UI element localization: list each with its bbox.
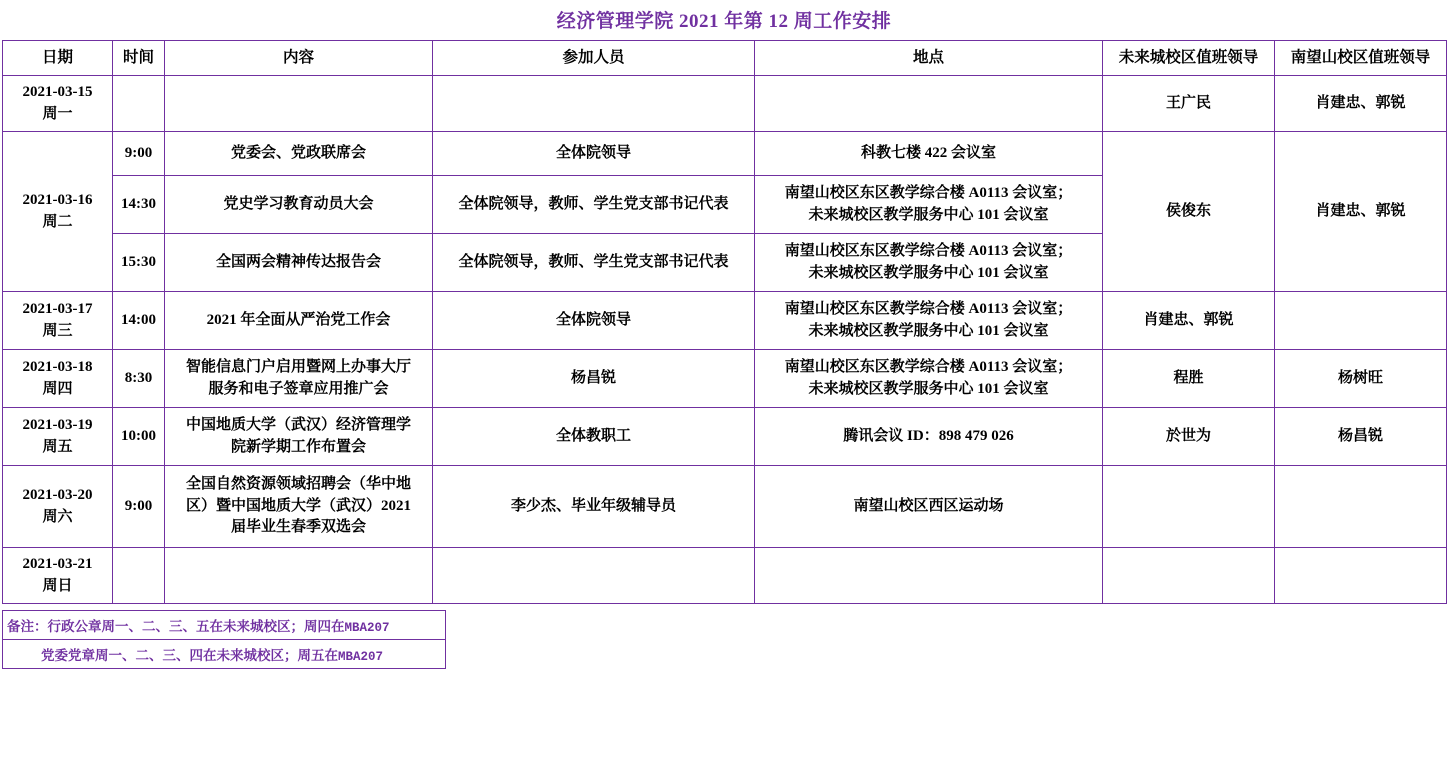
cell-date xyxy=(3,548,113,604)
cell-location xyxy=(755,292,1103,350)
date-line-1: 2021-03-20 xyxy=(22,486,93,503)
table-row xyxy=(3,466,1447,548)
cell-participants: 全体院领导 xyxy=(433,132,755,176)
cell-participants: 全体院领导，教师、学生党支部书记代表 xyxy=(433,234,755,292)
cell-content xyxy=(165,408,433,466)
cell-date xyxy=(3,350,113,408)
notes-code-1: MBA207 xyxy=(344,621,390,635)
cell-participants: 全体院领导，教师、学生党支部书记代表 xyxy=(433,176,755,234)
cell-time: 14:00 xyxy=(113,292,165,350)
column-header-date: 日期 xyxy=(3,41,113,76)
date-line-2: 周六 xyxy=(42,508,73,525)
notes-block xyxy=(2,610,446,669)
notes-row-2 xyxy=(3,640,446,669)
table-header-row xyxy=(3,41,1447,76)
location-line-1: 南望山校区东区教学综合楼 A0113 会议室； xyxy=(784,358,1073,375)
date-line-1: 2021-03-21 xyxy=(22,555,93,572)
location-line-1: 南望山校区东区教学综合楼 A0113 会议室； xyxy=(784,242,1073,259)
cell-time: 8:30 xyxy=(113,350,165,408)
cell-date xyxy=(3,408,113,466)
cell-time: 9:00 xyxy=(113,466,165,548)
date-line-2: 周日 xyxy=(42,577,73,594)
location-line-2: 未来城校区教学服务中心 101 会议室 xyxy=(808,264,1049,281)
cell-time: 10:00 xyxy=(113,408,165,466)
cell-duty-weilaicheng: 於世为 xyxy=(1103,408,1275,466)
date-line-2: 周三 xyxy=(42,322,73,339)
cell-location: 腾讯会议 ID：898 479 026 xyxy=(755,408,1103,466)
cell-content xyxy=(165,76,433,132)
content-line-2: 区）暨中国地质大学（武汉）2021 xyxy=(185,497,411,514)
cell-duty-weilaicheng: 程胜 xyxy=(1103,350,1275,408)
content-line-2: 服务和电子签章应用推广会 xyxy=(208,380,389,397)
cell-participants xyxy=(433,76,755,132)
cell-duty-nanwangshan: 杨昌锐 xyxy=(1275,408,1447,466)
content-line-2: 院新学期工作布置会 xyxy=(230,438,366,455)
content-line-1: 中国地质大学（武汉）经济管理学 xyxy=(185,416,411,433)
cell-content: 党委会、党政联席会 xyxy=(165,132,433,176)
column-header-time: 时间 xyxy=(113,41,165,76)
date-line-2: 周一 xyxy=(42,105,73,122)
cell-duty-nanwangshan xyxy=(1275,292,1447,350)
cell-participants xyxy=(433,548,755,604)
content-line-3: 届毕业生春季双选会 xyxy=(230,519,366,536)
location-line-1: 南望山校区东区教学综合楼 A0113 会议室； xyxy=(784,300,1073,317)
column-header-duty-weilaicheng: 未来城校区值班领导 xyxy=(1103,41,1275,76)
table-row xyxy=(3,292,1447,350)
notes-line-2 xyxy=(3,640,446,669)
cell-location xyxy=(755,76,1103,132)
column-header-participants: 参加人员 xyxy=(433,41,755,76)
cell-duty-weilaicheng xyxy=(1103,548,1275,604)
date-line-1: 2021-03-15 xyxy=(22,83,93,100)
location-line-2: 未来城校区教学服务中心 101 会议室 xyxy=(808,322,1049,339)
table-row xyxy=(3,132,1447,176)
content-line-1: 智能信息门户启用暨网上办事大厅 xyxy=(185,358,411,375)
cell-content: 全国两会精神传达报告会 xyxy=(165,234,433,292)
cell-date xyxy=(3,466,113,548)
cell-time: 15:30 xyxy=(113,234,165,292)
cell-duty-nanwangshan: 肖建忠、郭锐 xyxy=(1275,76,1447,132)
date-line-1: 2021-03-16 xyxy=(22,191,93,208)
table-row xyxy=(3,350,1447,408)
table-row xyxy=(3,408,1447,466)
cell-location: 科教七楼 422 会议室 xyxy=(755,132,1103,176)
cell-duty-weilaicheng: 侯俊东 xyxy=(1103,132,1275,292)
cell-duty-weilaicheng: 王广民 xyxy=(1103,76,1275,132)
cell-content: 2021 年全面从严治党工作会 xyxy=(165,292,433,350)
cell-participants: 全体院领导 xyxy=(433,292,755,350)
cell-time: 14:30 xyxy=(113,176,165,234)
table-row xyxy=(3,548,1447,604)
table-row xyxy=(3,76,1447,132)
column-header-content: 内容 xyxy=(165,41,433,76)
cell-time: 9:00 xyxy=(113,132,165,176)
cell-content xyxy=(165,466,433,548)
notes-label: 备注： xyxy=(7,619,48,634)
notes-text-2: 党委党章周一、二、三、四在未来城校区；周五在 xyxy=(41,648,338,663)
date-line-1: 2021-03-17 xyxy=(22,300,93,317)
notes-row-1 xyxy=(3,611,446,640)
cell-duty-nanwangshan: 肖建忠、郭锐 xyxy=(1275,132,1447,292)
cell-location xyxy=(755,350,1103,408)
cell-duty-weilaicheng: 肖建忠、郭锐 xyxy=(1103,292,1275,350)
cell-content xyxy=(165,350,433,408)
cell-time xyxy=(113,76,165,132)
cell-content xyxy=(165,548,433,604)
date-line-1: 2021-03-19 xyxy=(22,416,93,433)
cell-location: 南望山校区西区运动场 xyxy=(755,466,1103,548)
column-header-duty-nanwangshan: 南望山校区值班领导 xyxy=(1275,41,1447,76)
cell-participants: 杨昌锐 xyxy=(433,350,755,408)
cell-duty-nanwangshan: 杨树旺 xyxy=(1275,350,1447,408)
cell-duty-nanwangshan xyxy=(1275,548,1447,604)
cell-date xyxy=(3,292,113,350)
notes-text-1: 行政公章周一、二、三、五在未来城校区；周四在 xyxy=(47,619,345,634)
cell-participants: 李少杰、毕业年级辅导员 xyxy=(433,466,755,548)
weekly-schedule-table xyxy=(2,40,1447,604)
notes-code-2: MBA207 xyxy=(338,650,384,664)
date-line-2: 周四 xyxy=(42,380,73,397)
location-line-2: 未来城校区教学服务中心 101 会议室 xyxy=(808,206,1049,223)
column-header-location: 地点 xyxy=(755,41,1103,76)
cell-date xyxy=(3,76,113,132)
date-line-2: 周二 xyxy=(42,213,73,230)
cell-location xyxy=(755,234,1103,292)
notes-line-1 xyxy=(3,611,446,640)
date-line-2: 周五 xyxy=(42,438,73,455)
cell-content: 党史学习教育动员大会 xyxy=(165,176,433,234)
cell-date xyxy=(3,132,113,292)
cell-participants: 全体教职工 xyxy=(433,408,755,466)
date-line-1: 2021-03-18 xyxy=(22,358,93,375)
cell-location xyxy=(755,548,1103,604)
cell-duty-nanwangshan xyxy=(1275,466,1447,548)
cell-time xyxy=(113,548,165,604)
location-line-1: 南望山校区东区教学综合楼 A0113 会议室； xyxy=(784,184,1073,201)
cell-location xyxy=(755,176,1103,234)
location-line-2: 未来城校区教学服务中心 101 会议室 xyxy=(808,380,1049,397)
cell-duty-weilaicheng xyxy=(1103,466,1275,548)
content-line-1: 全国自然资源领域招聘会（华中地 xyxy=(185,475,411,492)
page-title: 经济管理学院 2021 年第 12 周工作安排 xyxy=(556,11,892,32)
